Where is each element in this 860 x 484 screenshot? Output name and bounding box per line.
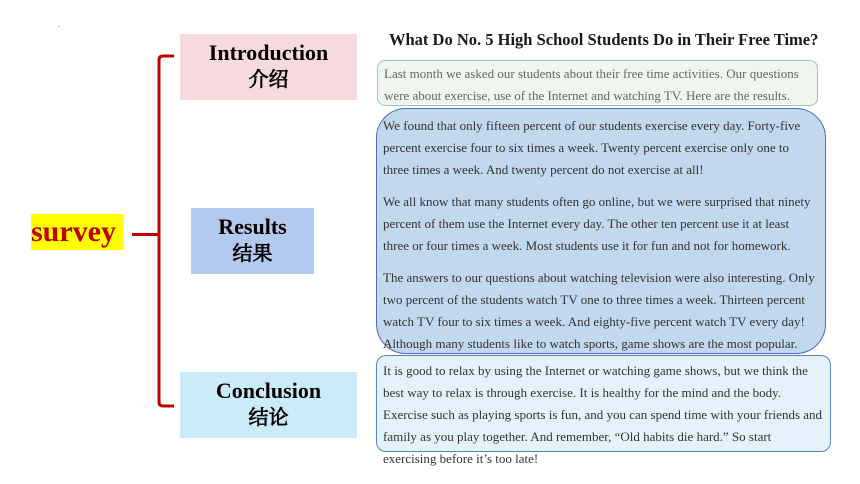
- results-label: [191, 208, 314, 274]
- conclusion-label-zh: 结论: [248, 405, 289, 429]
- decorative-dot: .: [58, 20, 60, 29]
- article-title: What Do No. 5 High School Students Do in Their Free Time?: [389, 30, 819, 49]
- introduction-label: [180, 34, 357, 100]
- conclusion-label: [180, 372, 357, 438]
- introduction-paragraph: Last month we asked our students about their free time activities. Our questions were about exercise, use of the Internet and watching TV. Here are the results.: [377, 60, 818, 106]
- results-paragraph-exercise: We found that only fifteen percent of our students exercise every day. Forty-five percent exercise four to six times a week. Twenty percent exercise only one to three times a week. And twenty percent do not exercise at all!: [383, 118, 801, 177]
- results-box: [376, 108, 826, 354]
- results-label-en: Results: [218, 214, 287, 239]
- results-label-zh: 结果: [232, 241, 273, 265]
- bracket-icon: [155, 54, 175, 408]
- introduction-label-zh: 介绍: [248, 67, 289, 91]
- survey-label: survey: [31, 214, 123, 250]
- introduction-label-en: Introduction: [208, 40, 329, 65]
- results-paragraph-television: The answers to our questions about watching television were also interesting. Only two percent of the students watch TV one to three times a week. Thirteen percent watch TV four to six times a week. And eighty-five percent watch TV every day! Although many students like to watch sports, game shows are the most popular.: [383, 270, 815, 351]
- conclusion-label-en: Conclusion: [215, 378, 322, 403]
- conclusion-paragraph: It is good to relax by using the Internet or watching game shows, but we think the best way to relax is through exercise. It is healthy for the mind and the body. Exercise such as playing sports is fun, and you can spend time with your friends and family as you play together. And remember, “Old habits die hard.” So start exercising before it’s too late!: [376, 355, 831, 452]
- results-paragraph-internet: We all know that many students often go online, but we were surprised that ninety percent of them use the Internet every day. The other ten percent use it at least three or four times a week. Most students use it for fun and not for homework.: [383, 194, 811, 253]
